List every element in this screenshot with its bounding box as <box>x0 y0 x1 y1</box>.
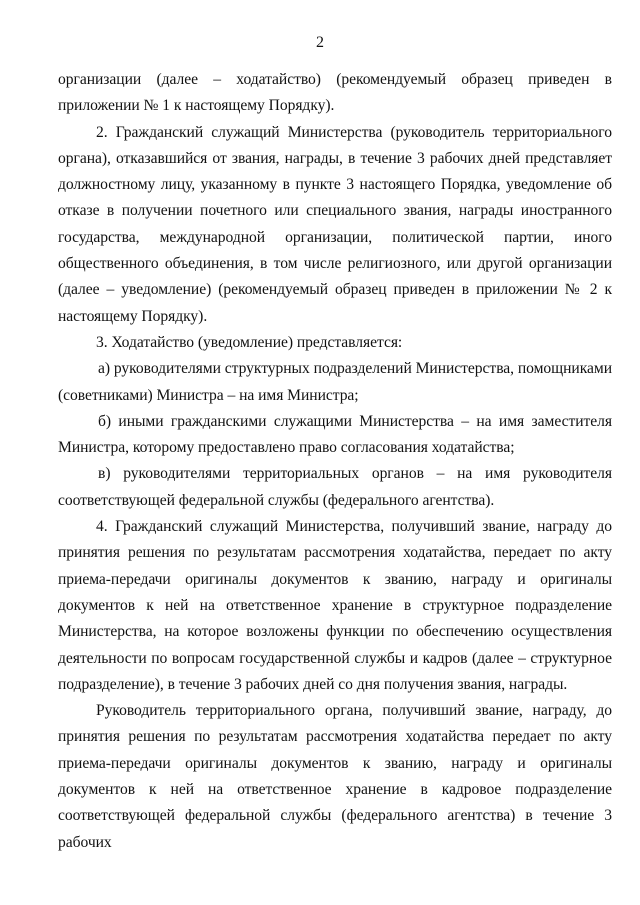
paragraph-continuation: организации (далее – ходатайство) (рекомендуемый образец приведен в приложении № 1 к настоящему Порядку). <box>58 71 612 115</box>
page-number: 2 <box>316 34 324 51</box>
paragraph-clause-3-b: б) иными гражданскими служащими Министерства – на имя заместителя Министра, которому предоставлено право согласования ходатайства; <box>58 412 612 457</box>
paragraph-clause-4: 4. Гражданский служащий Министерства, получивший звание, награду до принятия решения по результатам рассмотрения ходатайства, передает по акту приема-передачи оригиналы документов к званию, награду и оригиналы документов к ней на ответственное хранение в структурное подразделение Министерства, на которое возложены функции по обеспечению осуществления деятельности по вопросам государственной службы и кадров (далее – структурное подразделение), в течение 3 рабочих дней со дня получения звания, награды. <box>58 518 612 693</box>
document-body <box>58 67 612 856</box>
paragraph-clause-3-a: а) руководителями структурных подразделений Министерства, помощниками (советниками) Министра – на имя Министра; <box>58 360 612 404</box>
paragraph-clause-3: 3. Ходатайство (уведомление) представляется: <box>96 333 403 351</box>
paragraph-territorial-head: Руководитель территориального органа, получивший звание, награду, до принятия решения по результатам рассмотрения ходатайства передает по акту приема-передачи оригиналы документов к званию, награду и оригиналы документов к ней на ответственное хранение в кадровое подразделение соответствующей федеральной службы (федерального агентства) в течение 3 рабочих <box>58 702 612 851</box>
paragraph-clause-3-v: в) руководителями территориальных органов – на имя руководителя соответствующей федеральной службы (федерального агентства). <box>58 465 612 509</box>
paragraph-clause-2: 2. Гражданский служащий Министерства (руководитель территориального органа), отказавшийся от звания, награды, в течение 3 рабочих дней представляет должностному лицу, указанному в пункте 3 настоящего Порядка, уведомление об отказе в получении почетного или специального звания, награды иностранного государства, международной организации, политической партии, иного общественного объединения, в том числе религиозного, или другой организации (далее – уведомление) (рекомендуемый образец приведен в приложении № 2 к настоящему Порядку). <box>58 123 612 325</box>
